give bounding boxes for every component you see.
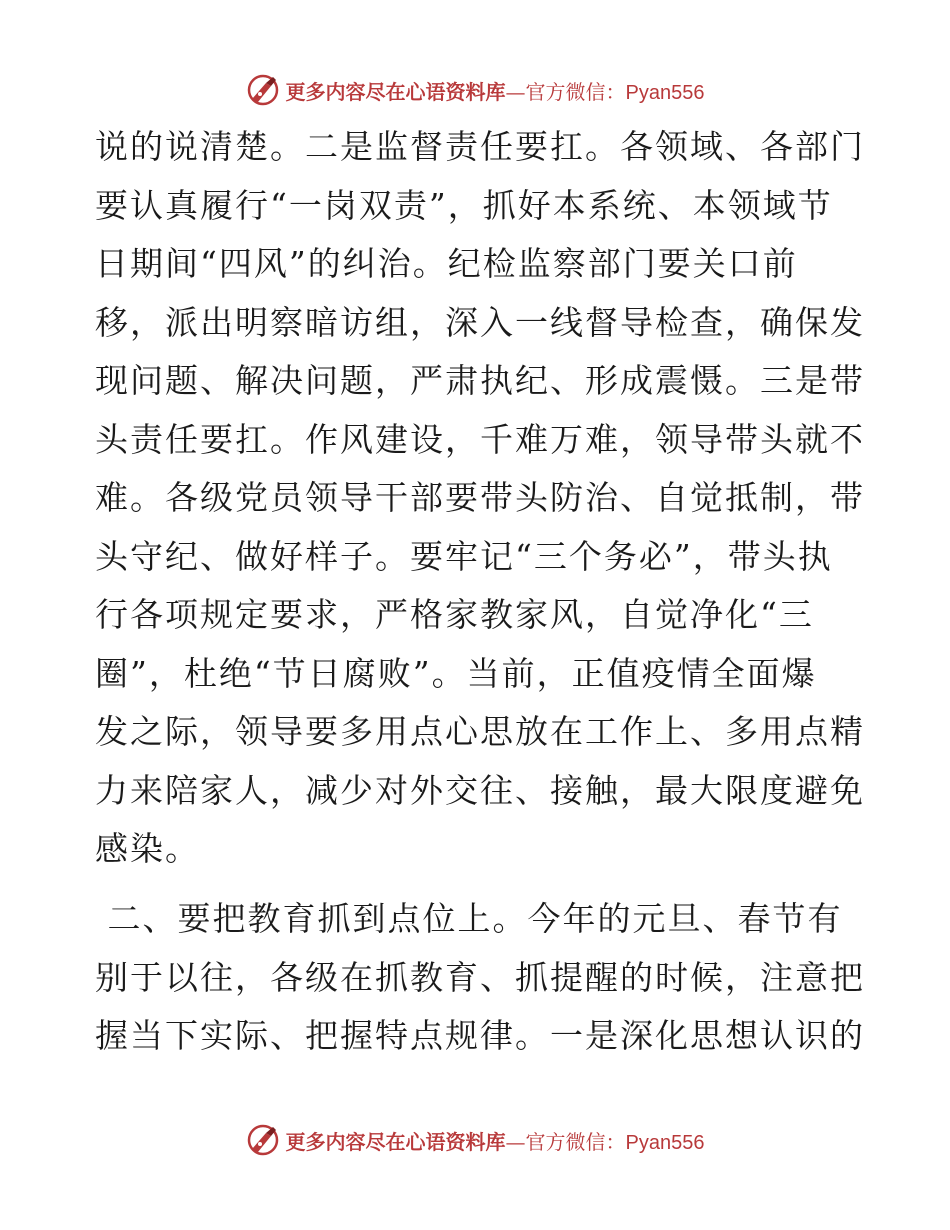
text-line: 难。各级党员领导干部要带头防治、自觉抵制，带 (95, 478, 865, 517)
text-line: 力来陪家人，减少对外交往、接触，最大限度避免 (95, 770, 865, 810)
header-banner-text (286, 76, 705, 105)
text-line: 行各项规定要求，严格家教家风，自觉净化“三 (95, 595, 814, 634)
text-line: 别于以往，各级在抓教育、抓提醒的时候，注意把 (95, 957, 865, 997)
text-line: 握当下实际、把握特点规律。一是深化思想认识的 (95, 1016, 865, 1055)
pen-nib-logo-icon (246, 73, 280, 107)
footer-banner-dash: — (505, 1129, 526, 1154)
footer-banner-main: 更多内容尽在心语资料库 (285, 1129, 506, 1154)
text-line: 发之际，领导要多用点心思放在工作上、多用点精 (95, 712, 865, 751)
header-banner (0, 70, 950, 110)
text-line: 头责任要扛。作风建设，千难万难，领导带头就不 (95, 419, 865, 459)
header-banner-dash: — (505, 79, 526, 104)
pen-nib-logo-icon (246, 1123, 280, 1157)
text-line: 要认真履行“一岗双责”，抓好本系统、本领域节 (95, 185, 833, 225)
footer-banner-text (286, 1126, 705, 1155)
text-line: 现问题、解决问题，严肃执纪、形成震慑。三是带 (95, 361, 865, 400)
text-line: 感染。 (95, 829, 200, 868)
footer-banner-wechat-id: Pyan556 (625, 1131, 705, 1154)
text-line: 日期间“四风”的纠治。纪检监察部门要关口前 (95, 244, 798, 283)
footer-banner (0, 1120, 950, 1160)
header-banner-wechat-id: Pyan556 (625, 81, 705, 104)
text-line: 说的说清楚。二是监督责任要扛。各领域、各部门 (95, 127, 865, 166)
header-banner-wechat-label: 官方微信： (525, 79, 626, 104)
paragraph-2 (95, 890, 865, 1066)
text-line: 二、要把教育抓到点位上。今年的元旦、春节有 (95, 899, 843, 938)
footer-banner-wechat-label: 官方微信： (525, 1129, 626, 1154)
text-line: 移，派出明察暗访组，深入一线督导检查，确保发 (95, 302, 865, 342)
text-line: 头守纪、做好样子。要牢记“三个务必”，带头执 (95, 536, 833, 576)
header-banner-main: 更多内容尽在心语资料库 (285, 79, 506, 104)
paragraph-1 (95, 118, 865, 879)
text-line: 圈”，杜绝“节日腐败”。当前，正值疫情全面爆 (95, 653, 817, 693)
